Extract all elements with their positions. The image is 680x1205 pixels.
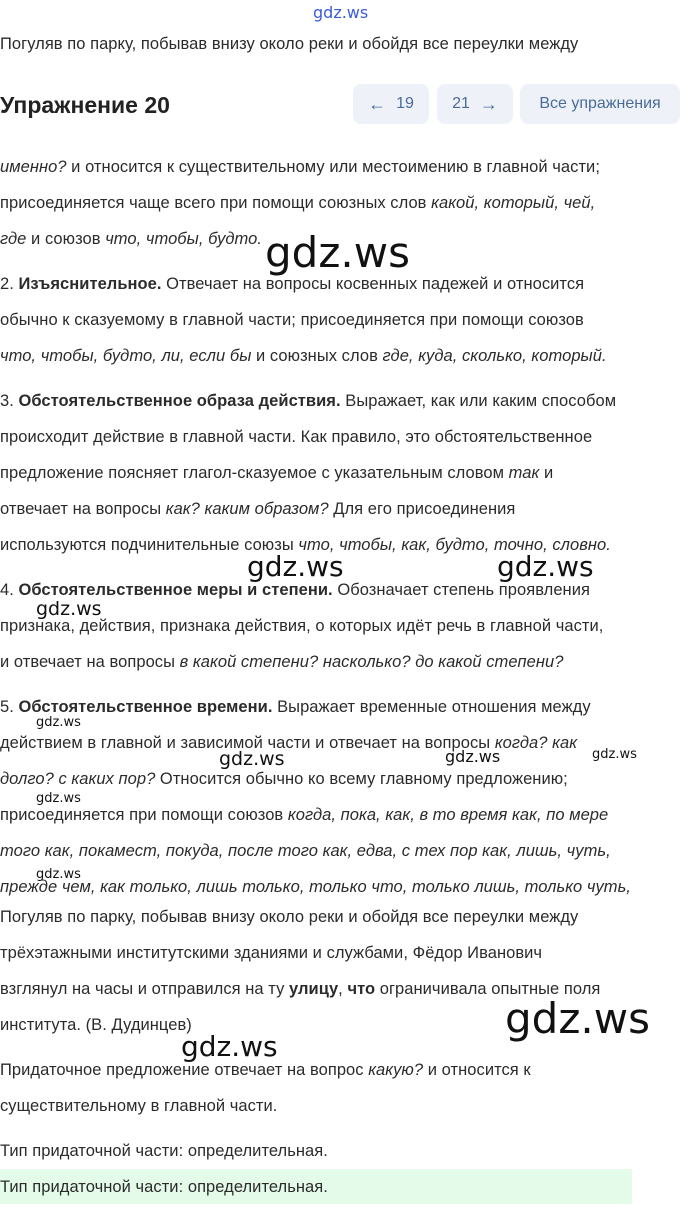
text-line: предложение поясняет глагол-сказуемое с указательным словом так и xyxy=(0,464,554,482)
text-line: происходит действие в главной части. Как правило, это обстоятельственное xyxy=(0,428,593,446)
text-line: используются подчинительные союзы что, чтобы, как, будто, точно, словно. xyxy=(0,536,611,554)
all-exercises-label: Все упражнения xyxy=(539,95,661,112)
text-line: отвечает на вопросы как? каким образом? Для его присоединения xyxy=(0,500,516,518)
watermark: gdz.ws xyxy=(592,747,637,762)
watermark: gdz.ws xyxy=(219,748,285,770)
text-line: 4. Обстоятельственное меры и степени. Обозначает степень проявления xyxy=(0,581,590,599)
text-line: 3. Обстоятельственное образа действия. Выражает, как или каким способом xyxy=(0,392,617,410)
watermark: gdz.ws xyxy=(181,1030,278,1063)
text-line: существительному в главной части. xyxy=(0,1097,278,1115)
text-line: Погуляв по парку, побывав внизу около реки и обойдя все переулки между xyxy=(0,908,579,926)
watermark: gdz.ws xyxy=(445,747,501,766)
arrow-left-icon: ← xyxy=(368,94,387,114)
prev-exercise-number: 19 xyxy=(396,95,414,112)
text-line: прежде чем, как только, лишь только, только что, только лишь, только чуть, xyxy=(0,878,631,896)
text-line: что, чтобы, будто, ли, если бы и союзных слов где, куда, сколько, который. xyxy=(0,347,607,365)
text-line: присоединяется чаще всего при помощи союзных слов какой, который, чей, xyxy=(0,194,596,212)
text-line: обычно к сказуемому в главной части; присоединяется при помощи союзов xyxy=(0,311,584,329)
text-line: Тип придаточной части: определительная. xyxy=(0,1142,328,1160)
page-title: Упражнение 20 xyxy=(0,92,170,118)
text-line: и отвечает на вопросы в какой степени? насколько? до какой степени? xyxy=(0,653,564,671)
watermark: gdz.ws xyxy=(36,867,81,882)
arrow-right-icon: → xyxy=(479,94,498,114)
text-line: института. (В. Дудинцев) xyxy=(0,1016,192,1034)
text-line: присоединяется при помощи союзов когда, пока, как, в то время как, по мере xyxy=(0,806,609,824)
watermark: gdz.ws xyxy=(36,715,81,730)
watermark: gdz.ws xyxy=(36,791,81,806)
text-line: трёхэтажными институтскими зданиями и службами, Фёдор Иванович xyxy=(0,944,543,962)
text-line: 2. Изъяснительное. Отвечает на вопросы косвенных падежей и относится xyxy=(0,275,585,293)
text-line: признака, действия, признака действия, о которых идёт речь в главной части, xyxy=(0,617,604,635)
text-line: того как, покамест, покуда, после того как, едва, с тех пор как, лишь, чуть, xyxy=(0,842,611,860)
top-cut-line: Погуляв по парку, побывав внизу около реки и обойдя все переулки между xyxy=(0,35,579,53)
text-line: именно? и относится к существительному или местоимению в главной части; xyxy=(0,158,600,176)
text-line: Придаточное предложение отвечает на вопрос какую? и относится к xyxy=(0,1061,531,1079)
site-logo[interactable]: gdz.ws xyxy=(313,3,369,22)
answer-text: Тип придаточной части: определительная. xyxy=(0,1178,328,1196)
next-exercise-number: 21 xyxy=(452,95,470,112)
watermark: gdz.ws xyxy=(505,994,650,1043)
prev-exercise-button[interactable] xyxy=(353,84,429,124)
watermark: gdz.ws xyxy=(265,228,410,277)
next-exercise-button[interactable] xyxy=(437,84,513,124)
watermark: gdz.ws xyxy=(36,598,102,620)
all-exercises-button[interactable] xyxy=(520,84,680,124)
text-line: долго? с каких пор? Относится обычно ко всему главному предложению; xyxy=(0,770,568,788)
text-line: 5. Обстоятельственное времени. Выражает временные отношения между xyxy=(0,698,591,716)
text-line: действием в главной и зависимой части и отвечает на вопросы когда? как xyxy=(0,734,578,752)
watermark: gdz.ws xyxy=(497,550,594,583)
text-line: взглянул на часы и отправился на ту улицу, что ограничивала опытные поля xyxy=(0,980,601,998)
text-line: где и союзов что, чтобы, будто. xyxy=(0,230,263,248)
watermark: gdz.ws xyxy=(247,550,344,583)
